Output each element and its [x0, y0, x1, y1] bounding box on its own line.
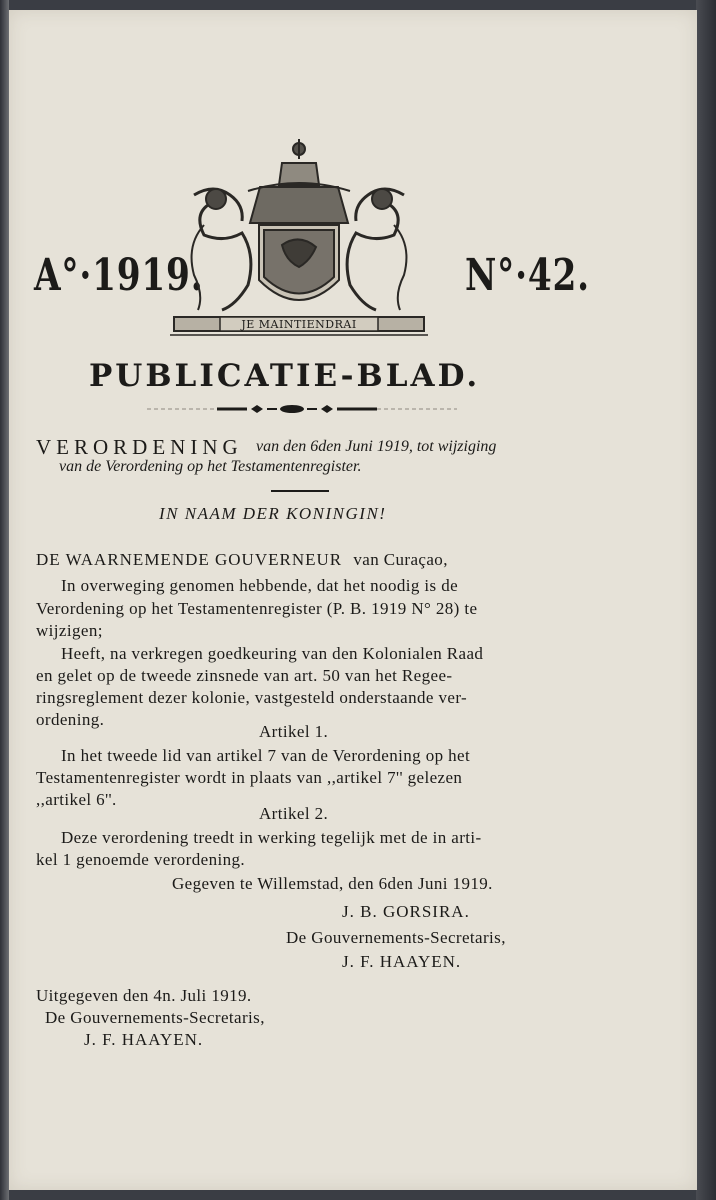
document-title: VERORDENING — [36, 435, 243, 459]
secretary-title: De Gouvernements-Secretaris, — [286, 928, 506, 947]
scan-edge-right — [696, 0, 716, 1200]
given-at-line: Gegeven te Willemstad, den 6den Juni 1919. — [172, 874, 493, 893]
ornamental-divider — [147, 403, 457, 415]
governor-place: van Curaçao, — [353, 550, 448, 569]
issue-number: N°·42. — [465, 250, 590, 301]
article-1-heading: Artikel 1. — [259, 722, 329, 741]
having-line-1: Heeft, na verkregen goedkeuring van den Kolonialen Raad — [61, 644, 484, 663]
document-subtitle-line1: van den 6den Juni 1919, tot wijziging — [256, 438, 497, 455]
article-1-line-3: ,,artikel 6''. — [36, 790, 117, 809]
secretary-signature: J. F. HAAYEN. — [342, 952, 462, 971]
coat-of-arms-emblem — [164, 135, 434, 350]
invocation: IN NAAM DER KONINGIN! — [159, 504, 387, 523]
published-by-name: J. F. HAAYEN. — [84, 1030, 204, 1049]
published-by-title: De Gouvernements-Secretaris, — [45, 1008, 265, 1027]
year-label: A°·1919. — [34, 250, 204, 301]
scan-edge-left — [0, 0, 9, 1200]
article-1-line-1: In het tweede lid van artikel 7 van de Verordening op het — [61, 746, 471, 765]
document-page — [9, 10, 697, 1190]
article-2-heading: Artikel 2. — [259, 804, 329, 823]
article-1-line-2: Testamentenregister wordt in plaats van ,,artikel 7'' gelezen — [36, 768, 463, 787]
article-2-line-2: kel 1 genoemde verordening. — [36, 850, 246, 869]
published-date: Uitgegeven den 4n. Juli 1919. — [36, 986, 252, 1005]
considering-line-1: In overweging genomen hebbende, dat het noodig is de — [61, 576, 459, 595]
considering-line-2: Verordening op het Testamentenregister (P. B. 1919 N° 28) te — [36, 599, 478, 618]
document-subtitle-line2: van de Verordening op het Testamentenregister. — [59, 458, 362, 475]
considering-line-3: wijzigen; — [36, 621, 103, 640]
having-line-4: ordening. — [36, 710, 105, 729]
having-line-2: en gelet op de tweede zinsnede van art. 50 van het Regee- — [36, 666, 453, 685]
short-rule — [271, 490, 329, 492]
masthead-title: PUBLICATIE-BLAD. — [89, 358, 481, 394]
governor-heading — [36, 550, 448, 570]
article-2-line-1: Deze verordening treedt in werking tegelijk met de in arti- — [61, 828, 482, 847]
governor-signature: J. B. GORSIRA. — [342, 902, 470, 921]
governor-title: DE WAARNEMENDE GOUVERNEUR — [36, 550, 343, 569]
having-line-3: ringsreglement dezer kolonie, vastgesteld onderstaande ver- — [36, 688, 468, 707]
crest-motto: JE MAINTIENDRAI — [241, 318, 357, 331]
